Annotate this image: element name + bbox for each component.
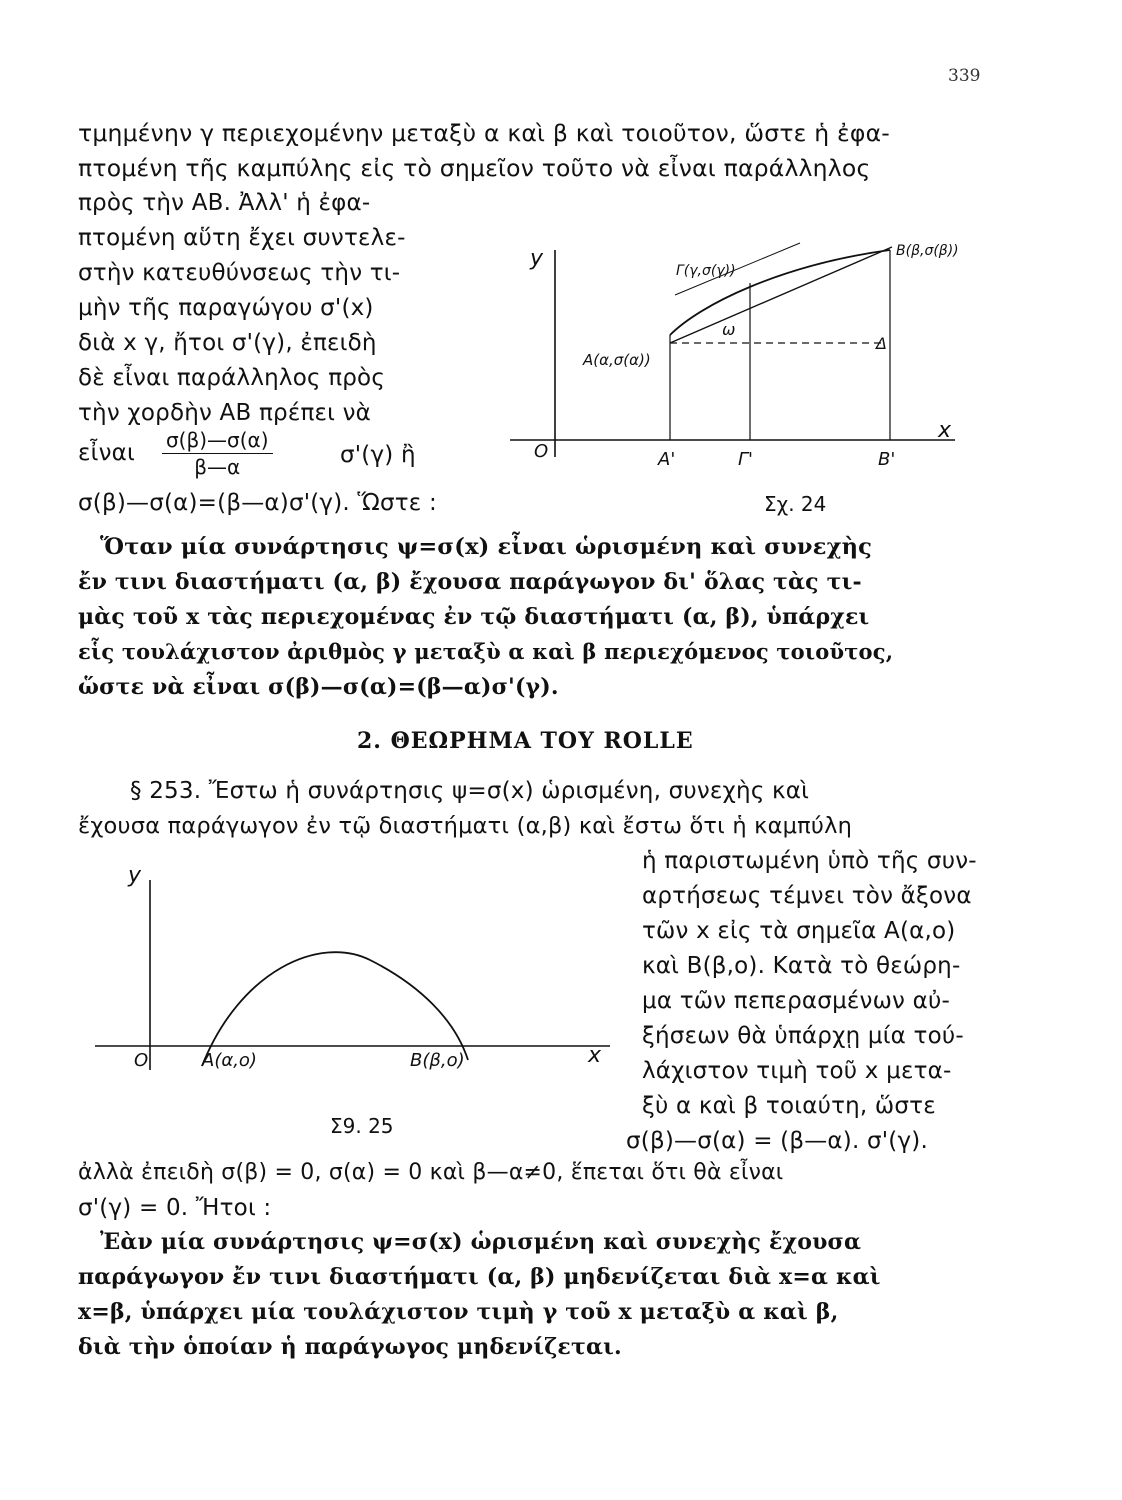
fig24-label-Gamma-prime: Γ' [738,449,753,470]
fraction-denominator: β—α [194,455,241,479]
para253-right-line: λάχιστον τιμὴ τοῦ x μετα- [642,1058,952,1084]
para253-right-line: καὶ Β(β,ο). Κατὰ τὸ θεώρη- [642,953,961,979]
after-line: ἀλλὰ ἐπειδὴ σ(β) = 0, σ(α) = 0 καὶ β—α≠0, ἕπεται ὅτι θὰ εἶναι [78,1160,784,1185]
fig24-label-Gamma: Γ(γ,σ(γ)) [676,263,736,279]
fig25-label-A: A(α,o) [202,1050,257,1071]
fig25-curve [202,952,468,1066]
para253-line: ἔχουσα παράγωγον ἐν τῷ διαστήματι (α,β) καὶ ἔστω ὅτι ἡ καμπύλη [78,813,853,839]
fig24-label-B: B(β,σ(β)) [896,243,959,259]
para253-right-line: ἡ παριστωμένη ὑπὸ τῆς συν- [642,848,977,874]
para253-right-line: τῶν x εἰς τὰ σημεῖα Α(α,ο) [642,918,956,944]
theorem1-line: ὥστε νὰ εἶναι σ(β)—σ(α)=(β—α)σ'(γ). [78,674,559,700]
intro-line: μὴν τῆς παραγώγου σ'(x) [78,295,374,321]
theorem1-line: μὰς τοῦ x τὰς περιεχομένας ἐν τῷ διαστήματι (α, β), ὑπάρχει [78,604,870,630]
intro-line: τὴν χορδὴν ΑΒ πρέπει νὰ [78,400,372,426]
page-number: 339 [948,66,981,86]
intro-line: πρὸς τὴν ΑΒ. Ἀλλ' ἡ ἐφα- [78,190,371,216]
theorem1-line: Ὅταν μία συνάρτησις ψ=σ(x) εἶναι ὡρισμένη καὶ συνεχὴς [100,534,873,560]
mean-value-fraction [162,428,273,479]
theorem1-line: ἔν τινι διαστήματι (α, β) ἔχουσα παράγωγον δι' ὅλας τὰς τι- [78,569,862,595]
para253-right-line: σ(β)—σ(α) = (β—α). σ'(γ). [626,1128,928,1154]
intro-line: δὲ εἶναι παράλληλος πρὸς [78,365,386,391]
intro-line: τμημένην γ περιεχομένην μεταξὺ α καὶ β καὶ τοιοῦτον, ὥστε ἡ ἐφα- [78,119,890,147]
para253-right-line: ξήσεων θὰ ὑπάρχῃ μία τού- [642,1023,964,1049]
figure-25-caption: Σ9. 25 [330,1114,394,1138]
equation-line: σ(β)—σ(α)=(β—α)σ'(γ). Ὥστε : [78,490,437,516]
fig24-label-A-prime: A' [658,449,676,470]
theorem2-line: παράγωγον ἔν τινι διαστήματι (α, β) μηδενίζεται διὰ x=α καὶ [78,1264,881,1290]
section-heading: 2. ΘΕΩΡΗΜΑ ΤΟΥ ROLLE [357,728,694,754]
fig24-label-Delta: Δ [876,334,887,353]
fig25-label-B: B(β,o) [410,1050,465,1071]
theorem2-line: διὰ τὴν ὁποίαν ἡ παράγωγος μηδενίζεται. [78,1334,622,1360]
para253-line: § 253. Ἔστω ἡ συνάρτησις ψ=σ(x) ὡρισμένη, συνεχὴς καὶ [130,778,810,804]
intro-line: διὰ x γ, ἤτοι σ'(γ), ἐπειδὴ [78,330,377,356]
fig25-label-origin: O [134,1050,149,1071]
fig24-chord [670,247,892,343]
theorem2-line: Ἐὰν μία συνάρτησις ψ=σ(x) ὡρισμένη καὶ συνεχὴς ἔχουσα [100,1229,862,1255]
fig24-label-origin: O [534,441,549,462]
fig24-label-x: x [938,418,952,443]
fraction-rhs: σ'(γ) ἢ [340,442,416,468]
fraction-numerator: σ(β)—σ(α) [162,428,273,454]
fig25-label-y: y [128,863,142,888]
fig25-label-x: x [588,1043,602,1068]
figure-24 [500,225,970,470]
fig24-label-y: y [530,246,544,271]
fig24-label-A: A(α,σ(α)) [583,351,651,369]
einai-label: εἶναι [78,440,136,466]
figure-24-caption: Σχ. 24 [764,492,827,516]
intro-line: πτομένη τῆς καμπύλης εἰς τὸ σημεῖον τοῦτο νὰ εἶναι παράλληλος [78,154,871,182]
intro-line: πτομένη αὕτη ἔχει συντελε- [78,225,406,251]
theorem1-line: εἷς τουλάχιστον ἀριθμὸς γ μεταξὺ α καὶ β περιεχόμενος τοιοῦτος, [78,639,894,664]
para253-right-line: ξὺ α καὶ β τοιαύτη, ὥστε [642,1093,936,1119]
figure-25 [90,860,630,1080]
fig24-label-omega: ω [722,320,736,339]
fig24-label-B-prime: B' [878,449,896,470]
para253-right-line: αρτήσεως τέμνει τὸν ἄξονα [642,883,972,909]
after-line: σ'(γ) = 0. Ἤτοι : [78,1195,272,1221]
theorem2-line: x=β, ὑπάρχει μία τουλάχιστον τιμὴ γ τοῦ x μεταξὺ α καὶ β, [78,1299,839,1325]
intro-line: στὴν κατευθύνσεως τὴν τι- [78,260,401,286]
para253-right-line: μα τῶν πεπερασμένων αὐ- [642,988,950,1014]
